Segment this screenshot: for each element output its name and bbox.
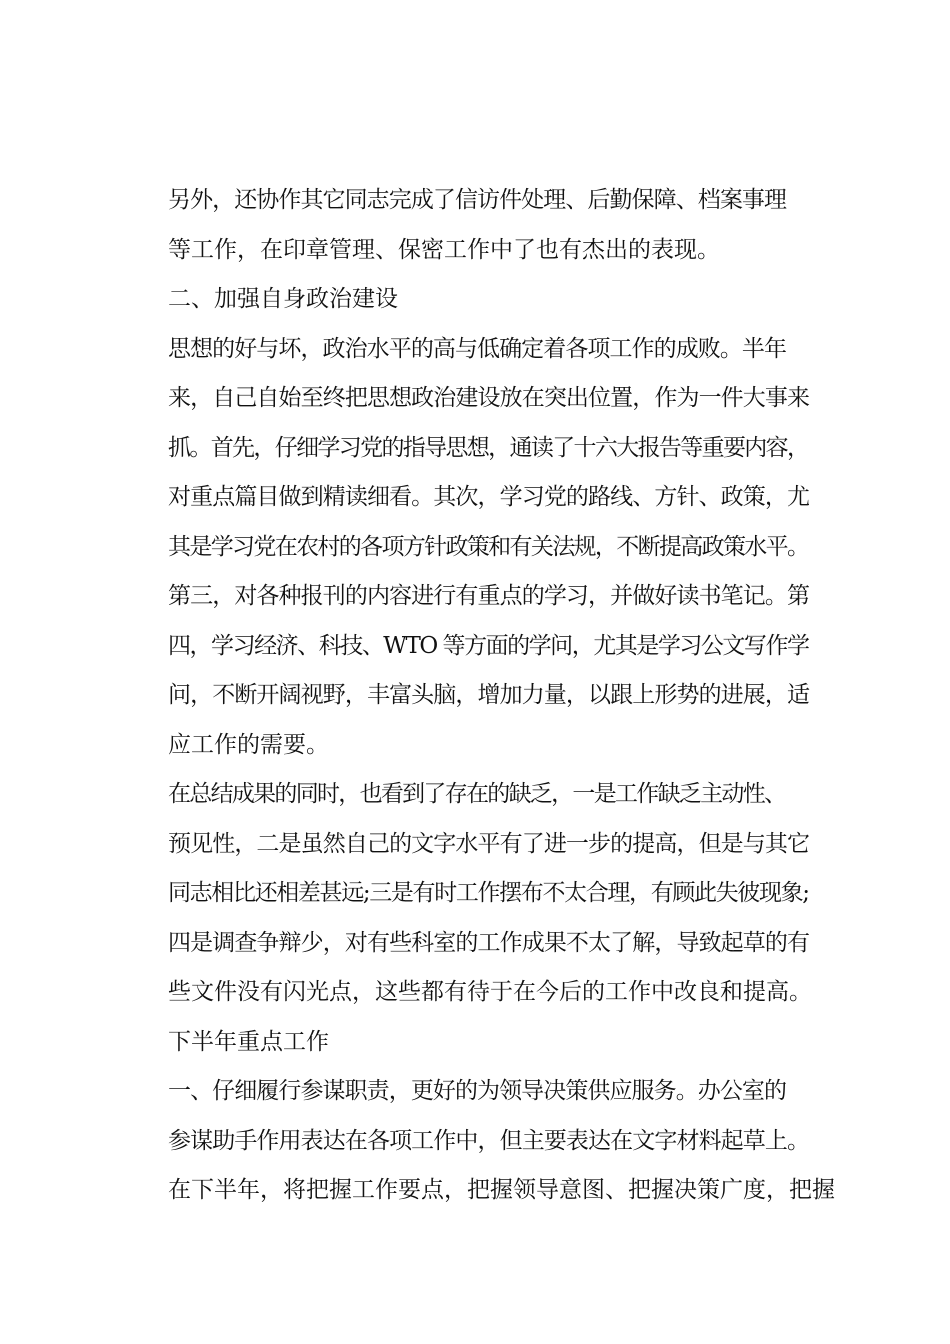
text-line: 另外，还协作其它同志完成了信访件处理、后勤保障、档案事理 <box>168 187 787 213</box>
text-line: 在总结成果的同时，也看到了存在的缺乏，一是工作缺乏主动性、 <box>168 781 786 807</box>
text-line: 些文件没有闪光点，这些都有待于在今后的工作中改良和提高。 <box>168 979 812 1005</box>
text-line: 参谋助手作用表达在各项工作中，但主要表达在文字材料起草上。 <box>168 1127 810 1154</box>
body-paragraph <box>145 770 810 1018</box>
body-paragraph <box>145 176 810 275</box>
text-line: 四，学习经济、科技、WTO 等方面的学问，尤其是学习公文写作学 <box>168 632 809 659</box>
section-heading <box>145 275 810 325</box>
text-line: 其是学习党在农村的各项方针政策和有关法规，不断提高政策水平。 <box>168 533 809 560</box>
text-line: 对重点篇目做到精读细看。其次，学习党的路线、方针、政策，尤 <box>168 484 810 510</box>
text-line: 来，自己自始至终把思想政治建设放在突出位置，作为一件大事来 <box>168 385 810 411</box>
text-line: 第三，对各种报刊的内容进行有重点的学习，并做好读书笔记。第 <box>168 583 810 609</box>
text-line: 同志相比还相差甚远;三是有时工作摆布不太合理，有顾此失彼现象; <box>168 880 809 906</box>
text-line: 等工作，在印章管理、保密工作中了也有杰出的表现。 <box>168 236 720 263</box>
body-paragraph <box>145 1067 835 1216</box>
text-line: 思想的好与坏，政治水平的高与低确定着各项工作的成败。半年 <box>168 335 787 362</box>
text-line: 问，不断开阔视野，丰富头脑，增加力量，以跟上形势的进展，适 <box>168 682 810 708</box>
text-line: 二、加强自身政治建设 <box>168 286 398 312</box>
body-paragraph <box>145 325 810 771</box>
text-line: 下半年重点工作 <box>168 1028 329 1055</box>
text-line: 在下半年，将把握工作要点，把握领导意图、把握决策广度，把握 <box>168 1177 835 1203</box>
document-body <box>145 176 835 1216</box>
text-line: 应工作的需要。 <box>168 731 329 758</box>
text-line: 一、仔细履行参谋职责，更好的为领导决策供应服务。办公室的 <box>168 1078 787 1104</box>
text-line: 四是调查争辩少，对有些科室的工作成果不太了解，导致起草的有 <box>168 929 810 956</box>
text-line: 抓。首先，仔细学习党的指导思想，通读了十六大报告等重要内容， <box>168 434 809 461</box>
section-heading <box>145 1018 810 1068</box>
text-line: 预见性，二是虽然自己的文字水平有了进一步的提高，但是与其它 <box>168 830 810 857</box>
